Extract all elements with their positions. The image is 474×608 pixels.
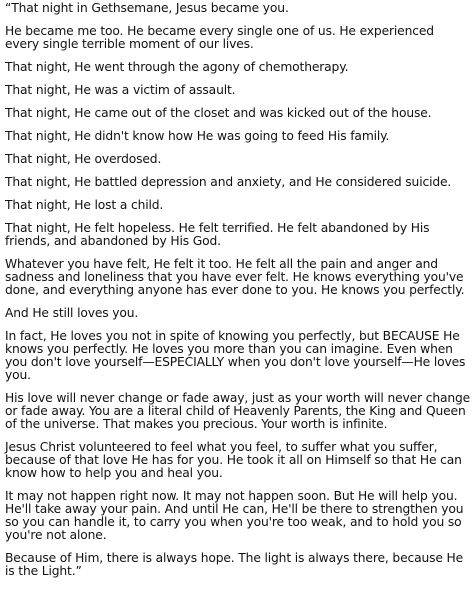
- paragraph-12: And He still loves you.: [5, 306, 139, 320]
- paragraph-2: He became me too. He became every single one of us. He experienced every single terrible moment of our lives.: [5, 24, 434, 51]
- paragraph-14: His love will never change or fade away, just as your worth will never change or fade away. You are a literal child of Heavenly Parents, the King and Queen of the universe. That makes you precious. Your worth is infinite.: [5, 391, 471, 431]
- paragraph-9: That night, He lost a child.: [5, 198, 164, 212]
- paragraph-5: That night, He came out of the closet and was kicked out of the house.: [5, 106, 432, 120]
- paragraph-15: Jesus Christ volunteered to feel what you feel, to suffer what you suffer, because of that love He has for you. He took it all on Himself so that He can know how to help you and heal you.: [5, 440, 462, 480]
- quote-text-block: [5, 2, 471, 606]
- paragraph-13: In fact, He loves you not in spite of knowing you perfectly, but BECAUSE He knows you perfectly. He loves you more than you can imagine. Even when you don't love yourself—ESPECIALLY when you don't love yourself—He loves you.: [5, 329, 466, 382]
- paragraph-7: That night, He overdosed.: [5, 152, 162, 166]
- paragraph-17: Because of Him, there is always hope. The light is always there, because He is the Light.”: [5, 551, 464, 578]
- paragraph-3: That night, He went through the agony of chemotherapy.: [5, 60, 349, 74]
- paragraph-4: That night, He was a victim of assault.: [5, 83, 236, 97]
- paragraph-6: That night, He didn't know how He was going to feed His family.: [5, 129, 390, 143]
- paragraph-16: It may not happen right now. It may not happen soon. But He will help you. He'll take away your pain. And until He can, He'll be there to strengthen you so you can handle it, to carry you when you're too weak, and to hold you so you're not alone.: [5, 489, 464, 542]
- paragraph-8: That night, He battled depression and anxiety, and He considered suicide.: [5, 175, 452, 189]
- paragraph-11: Whatever you have felt, He felt it too. He felt all the pain and anger and sadness and loneliness that you have ever felt. He knows everything you've done, and everything anyone has ever done to you. He knows you perfectly.: [5, 257, 465, 297]
- paragraph-1: “That night in Gethsemane, Jesus became you.: [5, 1, 289, 15]
- paragraph-10: That night, He felt hopeless. He felt terrified. He felt abandoned by His friends, and abandoned by His God.: [5, 221, 430, 248]
